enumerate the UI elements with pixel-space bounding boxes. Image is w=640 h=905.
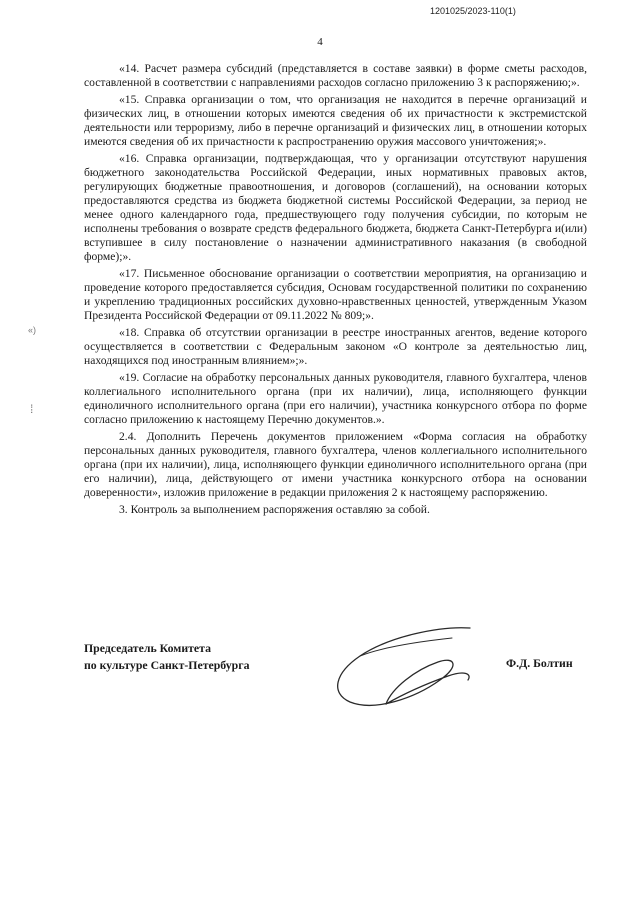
paragraph-14: «14. Расчет размера субсидий (представляется в составе заявки) в форме сметы расходов, составленной в соответствии с направлениями расходов согласно приложению 3 к распоряжению;». [84, 62, 587, 90]
document-body [84, 62, 587, 520]
signatory-title-line2: по культуре Санкт-Петербурга [84, 657, 250, 672]
paragraph-3: 3. Контроль за выполнением распоряжения оставляю за собой. [119, 502, 430, 516]
signatory-title-line1: Председатель Комитета [84, 641, 211, 655]
margin-mark: ⁞ [30, 402, 34, 416]
paragraph-15: «15. Справка организации о том, что организация не находится в перечне организаций и физических лиц, в отношении которых имеются сведения об их причастности к экстремистской деятельности или терроризму, либо в перечне организаций и физических лиц, в отношении которых имеются сведения об их причастности к распространению оружия массового уничтожения;». [84, 92, 587, 149]
page-number: 4 [317, 36, 323, 48]
paragraph-19: «19. Согласие на обработку персональных данных руководителя, главного бухгалтера, членов коллегиального исполнительного органа (при их наличии), лица, исполняющего функции единоличного исполнительного органа (при его наличии), участника конкурсного отбора по форме согласно приложению к настоящему Перечню документов.». [84, 370, 587, 427]
margin-mark: «) [28, 325, 37, 335]
handwritten-signature [320, 618, 490, 713]
signatory-title [84, 640, 249, 673]
paragraph-2-4: 2.4. Дополнить Перечень документов приложением «Форма согласия на обработку персональных данных руководителя, главного бухгалтера, членов коллегиального исполнительного органа (при их наличии), лица, исполняющего функции единоличного исполнительного органа (при его наличии), лица, действующего от имени участника конкурсного отбора на основании доверенности», изложив приложение в редакции приложения 2 к настоящему распоряжению. [84, 429, 587, 500]
paragraph-17: «17. Письменное обоснование организации о соответствии мероприятия, на организацию и проведение которого предоставляется субсидия, Основам государственной политики по сохранению и укреплению традиционных российских духовно-нравственных ценностей, утвержденным Указом Президента Российской Федерации от 09.11.2022 № 809;». [84, 267, 587, 323]
paragraph-18: «18. Справка об отсутствии организации в реестре иностранных агентов, ведение которого осуществляется в соответствии с Федеральным законом «О контроле за деятельностью лиц, находящихся под иностранным влиянием»;». [84, 326, 587, 368]
paragraph-16: «16. Справка организации, подтверждающая, что у организации отсутствуют нарушения бюджетного законодательства Российской Федерации, иных нормативных правовых актов, регулирующих бюджетные правоотношения, и договоров (соглашений), на основании которых предоставляются средства из бюджета бюджетной системы Российской Федерации, за период не менее одного календарного года, предшествующего году получения субсидии, по которым не исполнены требования о возврате средств федерального бюджета, бюджета Санкт-Петербурга и(или) вступившее в силу постановление о назначении административного наказания (в свободной форме);». [84, 151, 587, 264]
document-number: 1201025/2023-110(1) [430, 6, 516, 16]
signatory-name: Ф.Д. Болтин [506, 656, 573, 670]
